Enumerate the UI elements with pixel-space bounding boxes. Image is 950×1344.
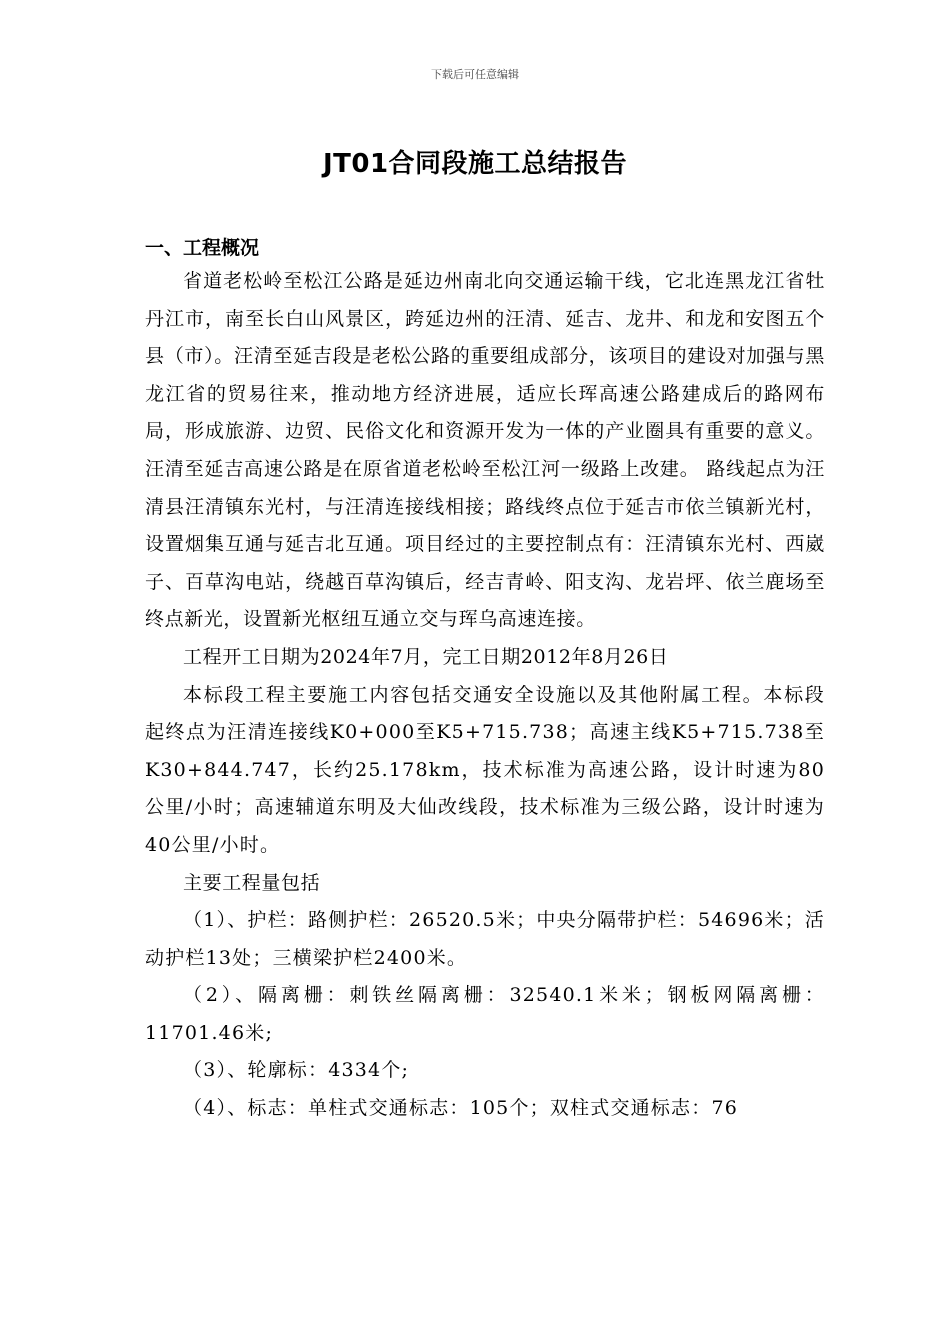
- paragraph-delineator: （3）、轮廓标：4334个;: [183, 1059, 410, 1082]
- paragraph-overview: 省道老松岭至松江公路是延边州南北向交通运输干线，它北连黑龙江省牡丹江市，南至长白山风景区，跨延边州的汪清、延吉、龙井、和龙和安图五个县（市）。汪清至延吉段是老松公路的重要组成部分，该项目的建设对加强与黑龙江省的贸易往来，推动地方经济进展，适应长珲高速公路建成后的路网布局，形成旅游、边贸、民俗文化和资源开发为一体的产业圈具有重要的意义。汪清至延吉高速公路是在原省道老松岭至松江河一级路上改建。 路线起点为汪清县汪清镇东光村，与汪清连接线相接；路线终点位于延吉市依兰镇新光村，设置烟集互通与延吉北互通。项目经过的主要控制点有：汪清镇东光村、西崴子、百草沟电站，绕越百草沟镇后，经吉青岭、阳支沟、龙岩坪、依兰鹿场至终点新光，设置新光枢纽互通立交与珲乌高速连接。: [145, 270, 825, 631]
- document-body: [145, 233, 825, 1128]
- paragraph-fence: （2）、隔离栅：刺铁丝隔离栅：32540.1米米；钢板网隔离栅：11701.46米;: [145, 984, 825, 1044]
- document-title: JT01合同段施工总结报告: [322, 149, 628, 179]
- paragraph-scope: 本标段工程主要施工内容包括交通安全设施以及其他附属工程。本标段起终点为汪清连接线K0+000至K5+715.738；高速主线K5+715.738至K30+844.747，长约25.178km，技术标准为高速公路，设计时速为80公里/小时；高速辅道东明及大仙改线段，技术标准为三级公路，设计时速为40公里/小时。: [145, 683, 825, 856]
- section-heading: 一、工程概况: [145, 237, 260, 259]
- page-header-note: 下载后可任意编辑: [431, 68, 519, 81]
- paragraph-dates: 工程开工日期为2024年7月，完工日期2012年8月26日: [183, 645, 669, 668]
- paragraph-guardrail: （1）、护栏：路侧护栏：26520.5米；中央分隔带护栏：54696米；活动护栏13处；三横梁护栏2400米。: [145, 909, 826, 969]
- paragraph-quantities-intro: 主要工程量包括: [183, 871, 321, 894]
- paragraph-signs: （4）、标志：单柱式交通标志：105个；双柱式交通标志：76: [183, 1097, 739, 1120]
